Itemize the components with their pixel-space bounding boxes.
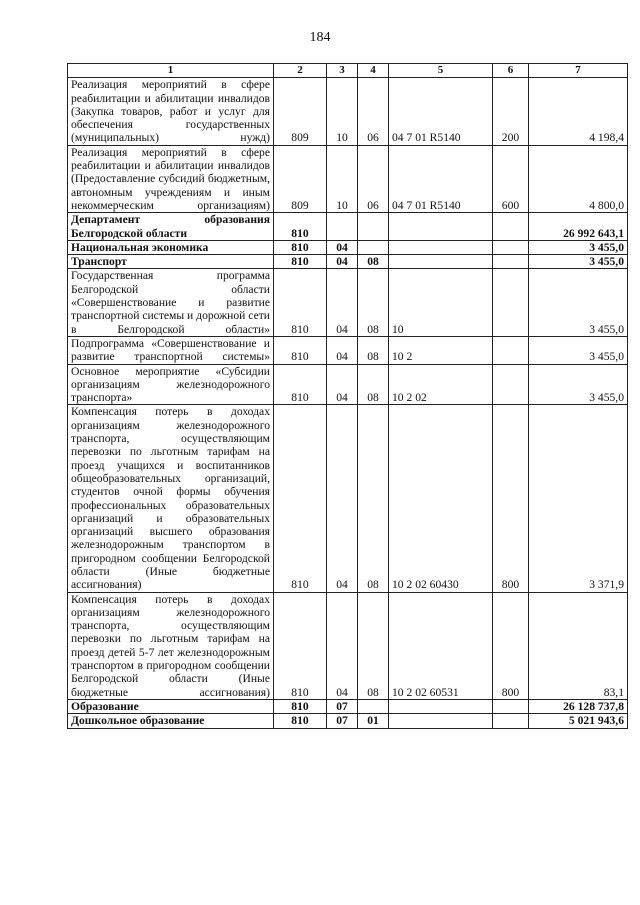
table-row [68,364,628,405]
table-row [68,592,628,699]
row-target-cell [389,699,493,713]
row-name-cell: Государственная программа Белгородской области «Совершенствование и развитие транспортной системы и дорожной сети в Белгородской области» [68,269,274,336]
row-ministry-cell: 810 [274,699,327,713]
row-name-cell: Реализация мероприятий в сфере реабилитации и абилитации инвалидов (Предоставление субсидий бюджетным, автономным учреждениям и иным некоммерческим организациям) [68,145,274,212]
row-section-cell: 04 [327,592,358,699]
row-target-cell: 10 2 02 60430 [389,405,493,592]
row-ministry-cell: 809 [274,145,327,212]
row-amount-cell: 4 800,0 [529,145,628,212]
row-amount-cell: 3 371,9 [529,405,628,592]
row-amount-cell: 3 455,0 [529,364,628,405]
row-subsection-cell: 08 [358,364,389,405]
row-section-cell: 10 [327,78,358,145]
row-ministry-cell: 810 [274,255,327,269]
row-name-cell: Основное мероприятие «Субсидии организациям железнодорожного транспорта» [68,364,274,405]
row-amount-cell: 26 992 643,1 [529,213,628,241]
table-row [68,336,628,364]
row-section-cell: 04 [327,240,358,254]
row-type-cell [493,336,529,364]
row-target-cell: 10 2 02 60531 [389,592,493,699]
table-row [68,255,628,269]
table-row [68,714,628,728]
header-cell: 4 [358,64,389,78]
row-subsection-cell: 08 [358,592,389,699]
header-cell: 7 [529,64,628,78]
table-row [68,405,628,592]
row-subsection-cell: 06 [358,145,389,212]
row-name-cell: Компенсация потерь в доходах организациям железнодорожного транспорта, осуществляющим перевозки по льготным тарифам на проезд детей 5-7 лет железнодорожным транспортом в пригородном сообщении Белгородской области (Иные бюджетные ассигнования) [68,592,274,699]
header-row [68,64,628,78]
row-amount-cell: 26 128 737,8 [529,699,628,713]
header-cell: 6 [493,64,529,78]
row-ministry-cell: 810 [274,336,327,364]
row-target-cell: 10 [389,269,493,336]
row-subsection-cell: 08 [358,336,389,364]
row-name-cell: Национальная экономика [68,240,274,254]
header-cell: 3 [327,64,358,78]
row-subsection-cell: 06 [358,78,389,145]
row-type-cell [493,240,529,254]
row-target-cell [389,213,493,241]
row-amount-cell: 3 455,0 [529,269,628,336]
row-amount-cell: 3 455,0 [529,255,628,269]
row-section-cell: 04 [327,255,358,269]
row-type-cell [493,213,529,241]
header-cell: 2 [274,64,327,78]
row-type-cell: 800 [493,405,529,592]
row-section-cell: 07 [327,714,358,728]
row-type-cell [493,364,529,405]
row-name-cell: Департамент образования Белгородской области [68,213,274,241]
row-ministry-cell: 810 [274,364,327,405]
row-section-cell: 04 [327,269,358,336]
row-amount-cell: 83,1 [529,592,628,699]
table-row [68,240,628,254]
row-subsection-cell [358,240,389,254]
row-section-cell: 04 [327,405,358,592]
header-cell: 1 [68,64,274,78]
row-name-cell: Образование [68,699,274,713]
row-name-cell: Компенсация потерь в доходах организациям железнодорожного транспорта, осуществляющим перевозки по льготным тарифам на проезд учащихся и воспитанников общеобразовательных организаций, студентов очной формы обучения профессиональных образовательных организаций и образовательных организаций высшего образования железнодорожным транспортом в пригородном сообщении Белгородской области (Иные бюджетные ассигнования) [68,405,274,592]
row-subsection-cell [358,699,389,713]
row-target-cell: 10 2 02 [389,364,493,405]
row-target-cell: 04 7 01 R5140 [389,78,493,145]
row-amount-cell: 3 455,0 [529,240,628,254]
row-target-cell: 10 2 [389,336,493,364]
row-ministry-cell: 810 [274,714,327,728]
row-ministry-cell: 810 [274,240,327,254]
row-type-cell: 800 [493,592,529,699]
table-row [68,78,628,145]
page-number: 184 [309,30,331,45]
row-type-cell [493,255,529,269]
row-target-cell [389,240,493,254]
row-type-cell [493,269,529,336]
row-type-cell [493,699,529,713]
row-name-cell: Транспорт [68,255,274,269]
row-ministry-cell: 810 [274,405,327,592]
row-ministry-cell: 810 [274,592,327,699]
row-target-cell: 04 7 01 R5140 [389,145,493,212]
table-row [68,699,628,713]
table-row [68,213,628,241]
row-type-cell [493,714,529,728]
row-section-cell [327,213,358,241]
row-name-cell: Реализация мероприятий в сфере реабилитации и абилитации инвалидов (Закупка товаров, работ и услуг для обеспечения государственных (муниципальных) нужд) [68,78,274,145]
row-ministry-cell: 809 [274,78,327,145]
row-ministry-cell: 810 [274,213,327,241]
row-subsection-cell: 08 [358,405,389,592]
table-row [68,269,628,336]
row-name-cell: Дошкольное образование [68,714,274,728]
row-target-cell [389,714,493,728]
row-name-cell: Подпрограмма «Совершенствование и развитие транспортной системы» [68,336,274,364]
row-subsection-cell: 08 [358,255,389,269]
row-section-cell: 07 [327,699,358,713]
row-subsection-cell: 08 [358,269,389,336]
header-cell: 5 [389,64,493,78]
row-section-cell: 10 [327,145,358,212]
row-target-cell [389,255,493,269]
row-type-cell: 200 [493,78,529,145]
row-section-cell: 04 [327,336,358,364]
row-subsection-cell [358,213,389,241]
row-amount-cell: 3 455,0 [529,336,628,364]
row-amount-cell: 4 198,4 [529,78,628,145]
row-subsection-cell: 01 [358,714,389,728]
table-row [68,145,628,212]
row-type-cell: 600 [493,145,529,212]
row-amount-cell: 5 021 943,6 [529,714,628,728]
table-body [68,78,628,728]
row-ministry-cell: 810 [274,269,327,336]
row-section-cell: 04 [327,364,358,405]
budget-table [67,63,628,729]
